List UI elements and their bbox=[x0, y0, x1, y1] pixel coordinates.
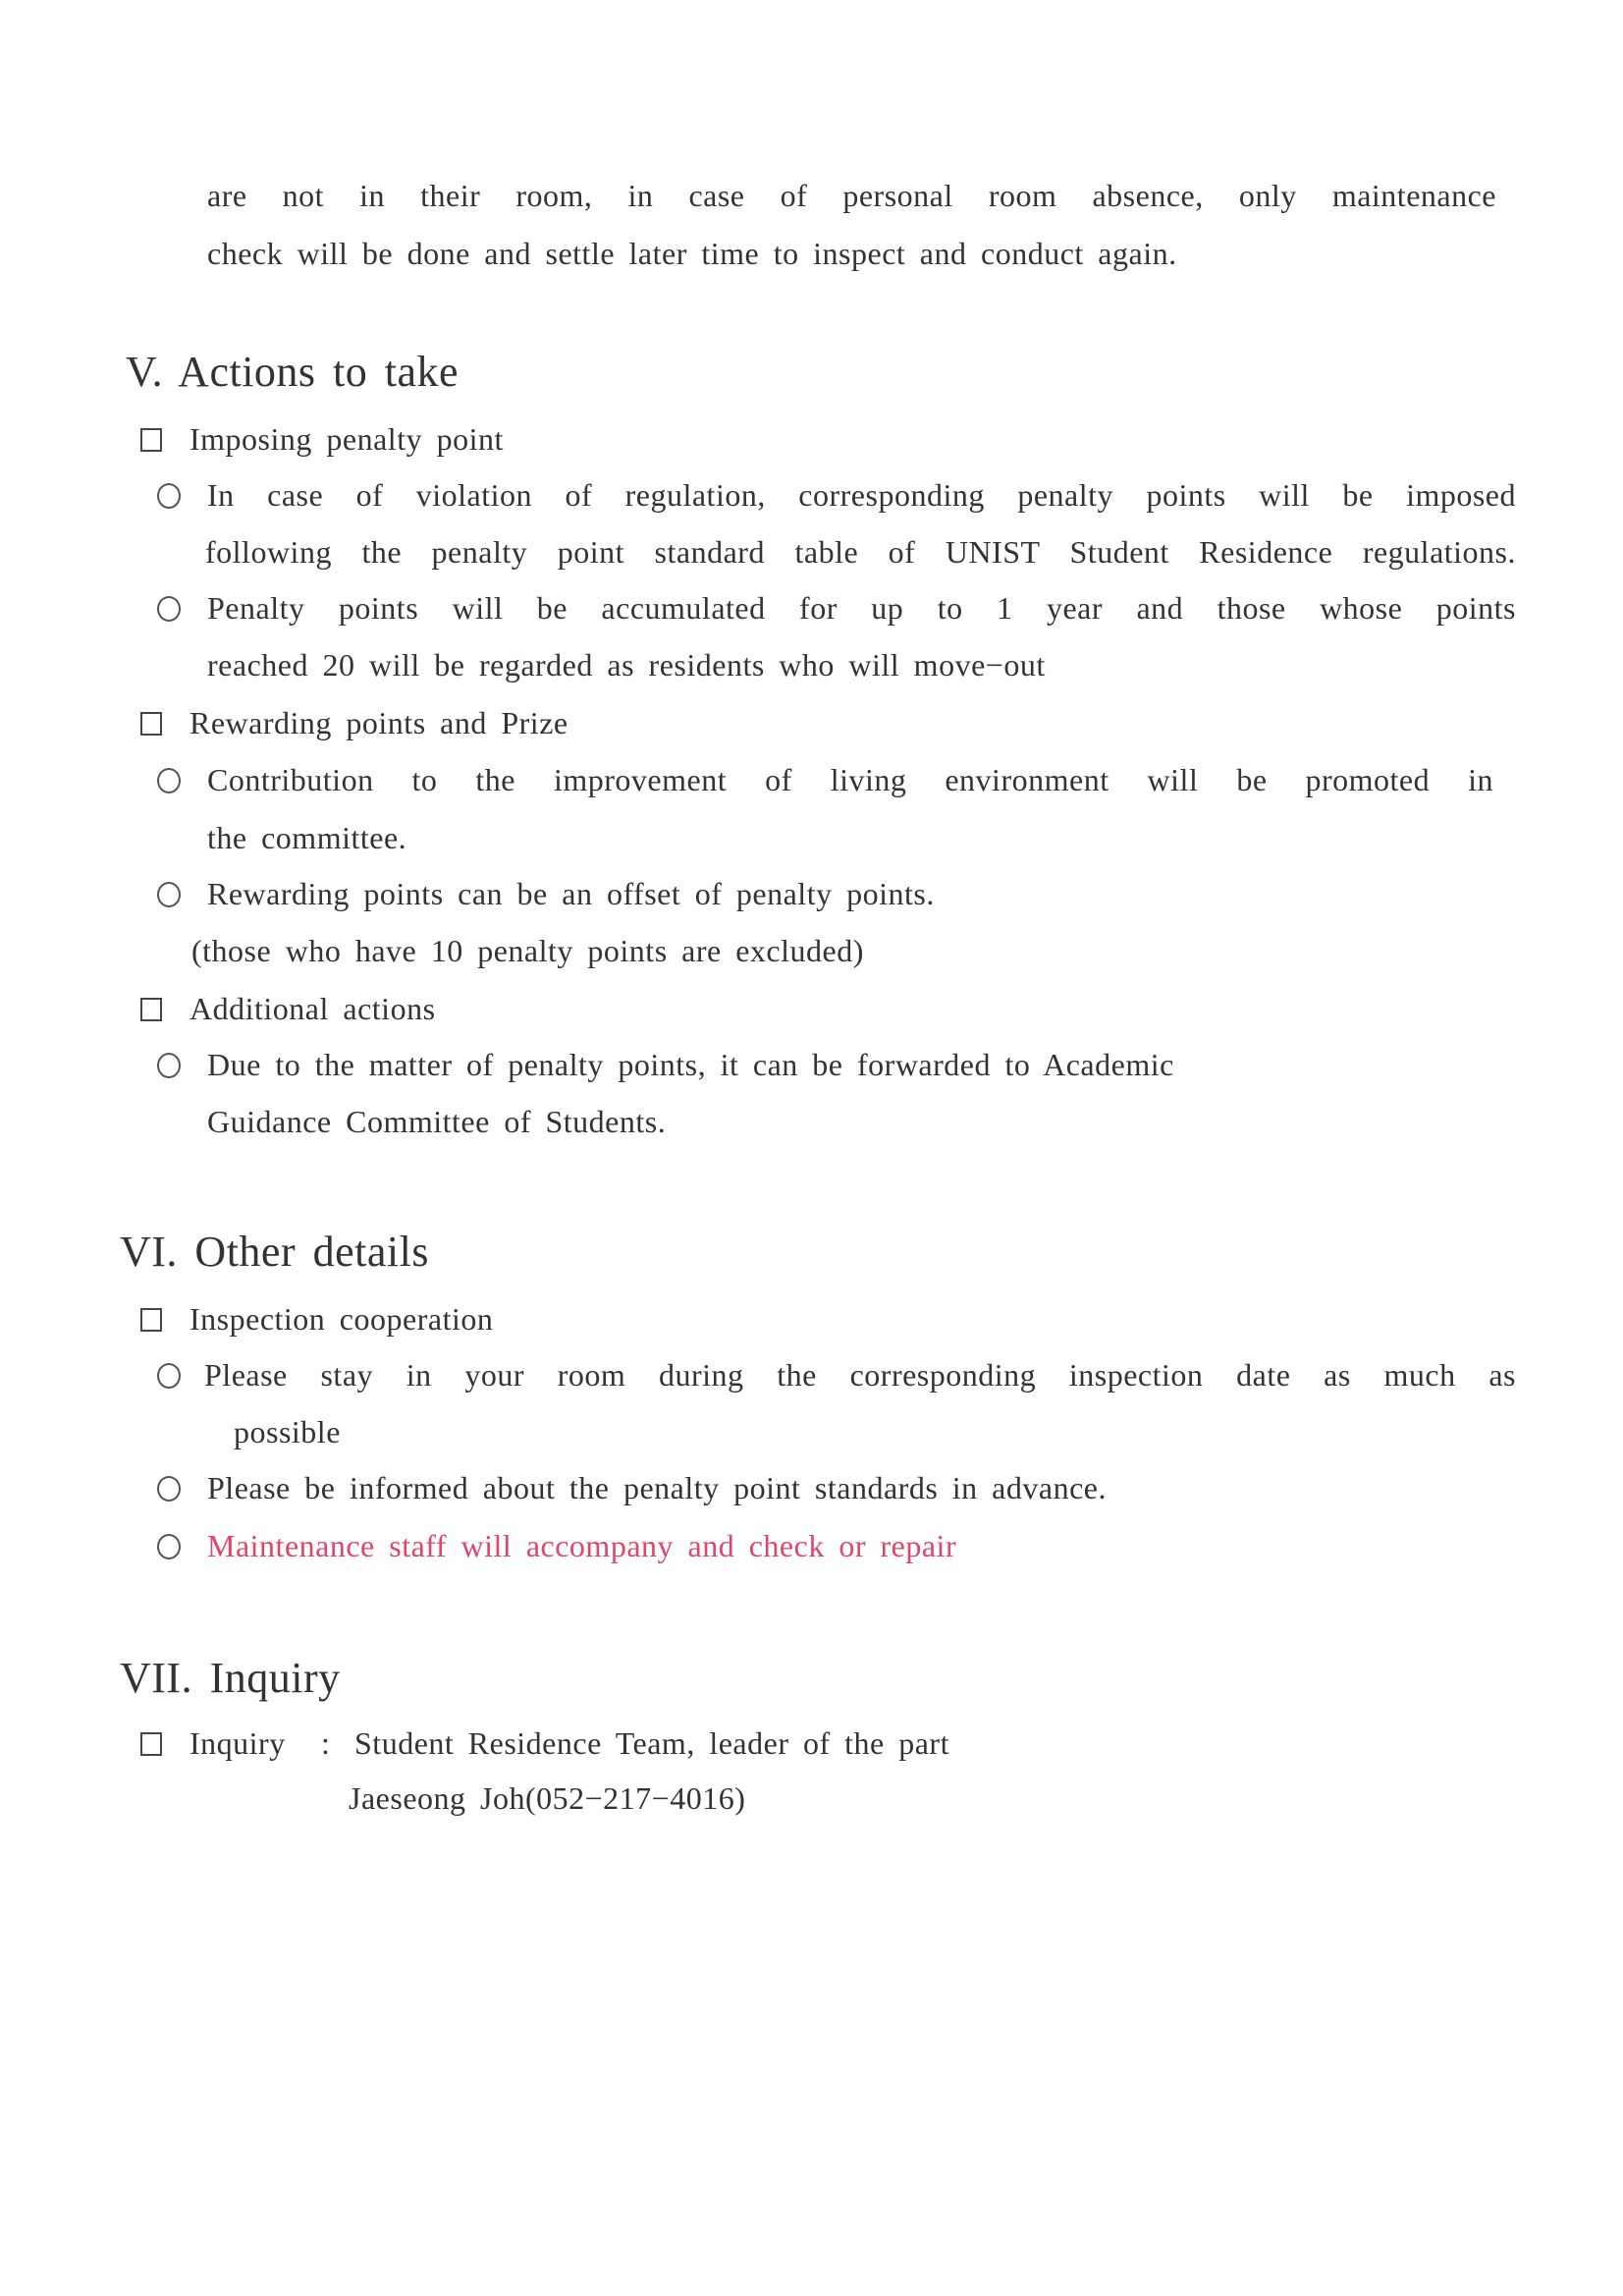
section-5-heading: V. Actions to take bbox=[126, 348, 460, 396]
circle-bullet-icon bbox=[157, 483, 181, 509]
square-bullet-icon bbox=[140, 998, 162, 1021]
square-bullet-icon bbox=[140, 428, 162, 452]
group-label-rewarding: Rewarding points and Prize bbox=[189, 705, 568, 740]
list-item-line: Please be informed about the penalty point standards in advance. bbox=[207, 1470, 1107, 1505]
list-item-line: Guidance Committee of Students. bbox=[207, 1104, 667, 1139]
circle-bullet-icon bbox=[157, 1534, 181, 1559]
circle-bullet-icon bbox=[157, 1053, 181, 1078]
section-6-heading: VI. Other details bbox=[120, 1228, 429, 1276]
square-bullet-icon bbox=[140, 1732, 162, 1756]
list-item-line: Contribution to the improvement of living environment will be promoted in bbox=[207, 762, 1493, 797]
list-item-line: Rewarding points can be an offset of penalty points. bbox=[207, 876, 935, 911]
list-item-line: Penalty points will be accumulated for up to 1 year and those whose points bbox=[207, 590, 1516, 626]
circle-bullet-icon bbox=[157, 882, 181, 907]
list-item-line: possible bbox=[234, 1414, 341, 1449]
circle-bullet-icon bbox=[157, 1476, 181, 1502]
circle-bullet-icon bbox=[157, 596, 181, 622]
group-label-inspection: Inspection cooperation bbox=[189, 1301, 494, 1337]
circle-bullet-icon bbox=[157, 1363, 181, 1389]
inquiry-contact-line-2: Jaeseong Joh(052−217−4016) bbox=[349, 1780, 746, 1816]
list-item-line: following the penalty point standard table of UNIST Student Residence regulations. bbox=[205, 534, 1516, 570]
section-7-heading: VII. Inquiry bbox=[120, 1654, 341, 1702]
intro-line-2: check will be done and settle later time to inspect and conduct again. bbox=[207, 236, 1177, 271]
square-bullet-icon bbox=[140, 712, 162, 736]
list-item-line: Please stay in your room during the corresponding inspection date as much as bbox=[204, 1357, 1516, 1393]
inquiry-contact-line-1: Student Residence Team, leader of the part bbox=[354, 1725, 949, 1761]
inquiry-separator: : bbox=[321, 1725, 331, 1761]
highlighted-list-item: Maintenance staff will accompany and check or repair bbox=[207, 1528, 957, 1563]
inquiry-label: Inquiry bbox=[189, 1725, 286, 1761]
square-bullet-icon bbox=[140, 1308, 162, 1332]
list-item-line: Due to the matter of penalty points, it can be forwarded to Academic bbox=[207, 1047, 1174, 1082]
group-label-additional: Additional actions bbox=[189, 991, 436, 1026]
list-item-line: reached 20 will be regarded as residents who will move−out bbox=[207, 647, 1046, 683]
group-label-imposing-penalty: Imposing penalty point bbox=[189, 421, 504, 457]
list-item-line: (those who have 10 penalty points are excluded) bbox=[191, 933, 864, 968]
list-item-line: the committee. bbox=[207, 820, 407, 855]
list-item-line: In case of violation of regulation, corresponding penalty points will be imposed bbox=[207, 477, 1516, 513]
intro-line-1: are not in their room, in case of personal room absence, only maintenance bbox=[207, 178, 1496, 213]
circle-bullet-icon bbox=[157, 768, 181, 793]
